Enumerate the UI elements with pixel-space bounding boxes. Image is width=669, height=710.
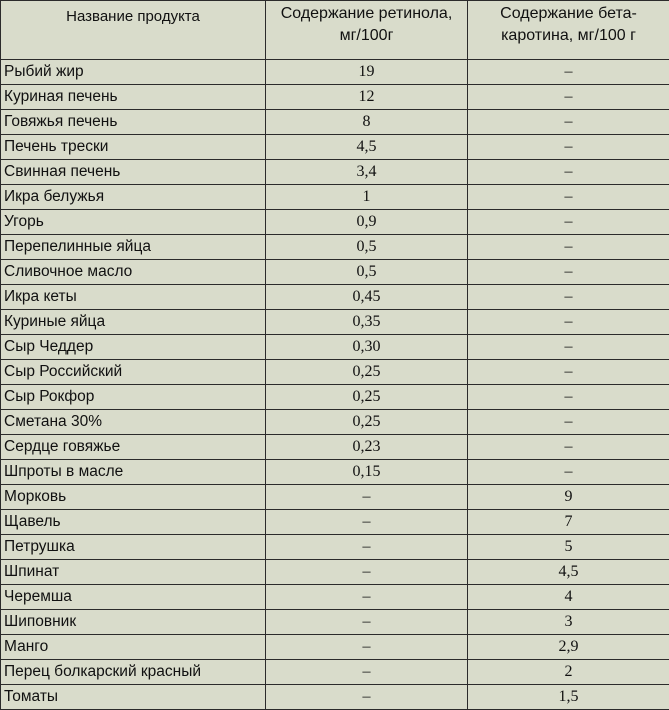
- retinol-value-text: 3,4: [357, 161, 377, 183]
- beta-carotene-value-cell: [468, 235, 669, 260]
- beta-carotene-value-text: –: [565, 461, 573, 483]
- product-name-text: Сыр Чеддер: [4, 338, 93, 355]
- beta-carotene-value-text: –: [565, 86, 573, 108]
- product-name-text: Перец болкарский красный: [4, 663, 201, 680]
- retinol-value-cell: [266, 185, 468, 210]
- retinol-value-text: –: [363, 611, 371, 633]
- retinol-value-text: 0,25: [353, 411, 381, 433]
- beta-carotene-value-cell: [468, 635, 669, 660]
- beta-carotene-value-cell: [468, 260, 669, 285]
- product-name-cell: [1, 535, 266, 560]
- table-row: [1, 510, 669, 535]
- beta-carotene-value-text: –: [565, 111, 573, 133]
- beta-carotene-value-text: –: [565, 436, 573, 458]
- table-header-row: [1, 1, 669, 60]
- beta-carotene-value-text: 3: [565, 611, 573, 633]
- product-name-cell: [1, 635, 266, 660]
- table-row: [1, 385, 669, 410]
- product-name-text: Сливочное масло: [4, 263, 132, 280]
- table-row: [1, 310, 669, 335]
- beta-carotene-value-text: –: [565, 411, 573, 433]
- retinol-value-cell: [266, 110, 468, 135]
- retinol-value-text: 0,45: [353, 286, 381, 308]
- table-row: [1, 260, 669, 285]
- beta-carotene-value-text: 4: [565, 586, 573, 608]
- beta-carotene-value-text: 4,5: [559, 561, 579, 583]
- retinol-value-cell: [266, 560, 468, 585]
- retinol-value-cell: [266, 285, 468, 310]
- beta-carotene-value-cell: [468, 560, 669, 585]
- retinol-value-text: 0,9: [357, 211, 377, 233]
- retinol-value-text: –: [363, 486, 371, 508]
- table-row: [1, 460, 669, 485]
- product-name-text: Рыбий жир: [4, 63, 84, 80]
- retinol-value-text: –: [363, 561, 371, 583]
- retinol-value-text: –: [363, 536, 371, 558]
- retinol-value-text: 0,35: [353, 311, 381, 333]
- table-row: [1, 660, 669, 685]
- product-name-cell: [1, 210, 266, 235]
- product-name-text: Сыр Российский: [4, 363, 122, 380]
- product-name-text: Щавель: [4, 513, 61, 530]
- header-product-name: [1, 1, 266, 60]
- beta-carotene-value-text: 2: [565, 661, 573, 683]
- table-row: [1, 685, 669, 710]
- table-row: [1, 435, 669, 460]
- product-name-cell: [1, 660, 266, 685]
- table-row: [1, 410, 669, 435]
- product-name-text: Печень трески: [4, 138, 108, 155]
- retinol-value-cell: [266, 535, 468, 560]
- beta-carotene-value-cell: [468, 585, 669, 610]
- table-row: [1, 635, 669, 660]
- product-name-cell: [1, 360, 266, 385]
- product-name-text: Куриные яйца: [4, 313, 105, 330]
- retinol-value-text: 0,5: [357, 236, 377, 258]
- beta-carotene-value-cell: [468, 110, 669, 135]
- product-name-cell: [1, 310, 266, 335]
- retinol-value-cell: [266, 335, 468, 360]
- retinol-value-text: –: [363, 636, 371, 658]
- table-row: [1, 285, 669, 310]
- product-name-cell: [1, 160, 266, 185]
- beta-carotene-value-cell: [468, 85, 669, 110]
- table-row: [1, 560, 669, 585]
- product-name-text: Петрушка: [4, 538, 75, 555]
- beta-carotene-value-text: –: [565, 236, 573, 258]
- product-name-cell: [1, 60, 266, 85]
- table-row: [1, 485, 669, 510]
- table-row: [1, 160, 669, 185]
- product-name-cell: [1, 435, 266, 460]
- header-beta-carotene: [468, 1, 669, 60]
- beta-carotene-value-text: –: [565, 361, 573, 383]
- product-name-text: Икра кеты: [4, 288, 77, 305]
- retinol-value-cell: [266, 485, 468, 510]
- table-row: [1, 85, 669, 110]
- beta-carotene-value-cell: [468, 685, 669, 710]
- product-name-text: Шпинат: [4, 563, 59, 580]
- retinol-value-text: 4,5: [357, 136, 377, 158]
- beta-carotene-value-text: 9: [565, 486, 573, 508]
- beta-carotene-value-text: –: [565, 186, 573, 208]
- product-name-cell: [1, 560, 266, 585]
- retinol-value-cell: [266, 685, 468, 710]
- beta-carotene-value-text: 2,9: [559, 636, 579, 658]
- beta-carotene-value-cell: [468, 535, 669, 560]
- product-name-text: Сметана 30%: [4, 413, 102, 430]
- header-retinol-line2: мг/100г: [266, 25, 467, 47]
- product-name-cell: [1, 110, 266, 135]
- beta-carotene-value-cell: [468, 135, 669, 160]
- header-beta-line1: Содержание бета-: [468, 3, 669, 25]
- beta-carotene-value-text: –: [565, 61, 573, 83]
- retinol-value-text: 1: [363, 186, 371, 208]
- beta-carotene-value-cell: [468, 335, 669, 360]
- beta-carotene-value-cell: [468, 460, 669, 485]
- beta-carotene-value-text: –: [565, 386, 573, 408]
- product-name-text: Куриная печень: [4, 88, 118, 105]
- retinol-value-cell: [266, 85, 468, 110]
- beta-carotene-value-cell: [468, 60, 669, 85]
- product-name-text: Угорь: [4, 213, 44, 230]
- table-row: [1, 360, 669, 385]
- product-name-cell: [1, 685, 266, 710]
- product-name-text: Томаты: [4, 688, 58, 705]
- table-row: [1, 60, 669, 85]
- product-name-cell: [1, 235, 266, 260]
- table-row: [1, 110, 669, 135]
- beta-carotene-value-text: 1,5: [559, 686, 579, 708]
- retinol-value-text: –: [363, 586, 371, 608]
- table-row: [1, 335, 669, 360]
- retinol-value-text: 8: [363, 111, 371, 133]
- beta-carotene-value-cell: [468, 185, 669, 210]
- beta-carotene-value-text: 7: [565, 511, 573, 533]
- retinol-value-text: 0,5: [357, 261, 377, 283]
- product-name-text: Говяжья печень: [4, 113, 117, 130]
- retinol-value-cell: [266, 310, 468, 335]
- retinol-value-text: 12: [359, 86, 375, 108]
- beta-carotene-value-cell: [468, 285, 669, 310]
- retinol-value-cell: [266, 360, 468, 385]
- retinol-value-cell: [266, 435, 468, 460]
- header-product-name-label: Название продукта: [66, 8, 200, 25]
- product-name-text: Морковь: [4, 488, 66, 505]
- retinol-value-cell: [266, 610, 468, 635]
- product-name-cell: [1, 335, 266, 360]
- product-name-text: Шпроты в масле: [4, 463, 123, 480]
- product-name-text: Икра белужья: [4, 188, 104, 205]
- product-name-cell: [1, 285, 266, 310]
- beta-carotene-value-text: –: [565, 311, 573, 333]
- product-name-cell: [1, 510, 266, 535]
- beta-carotene-value-text: 5: [565, 536, 573, 558]
- retinol-value-cell: [266, 585, 468, 610]
- beta-carotene-value-text: –: [565, 136, 573, 158]
- retinol-value-cell: [266, 235, 468, 260]
- beta-carotene-value-cell: [468, 385, 669, 410]
- product-name-cell: [1, 260, 266, 285]
- beta-carotene-value-text: –: [565, 211, 573, 233]
- beta-carotene-value-cell: [468, 435, 669, 460]
- table-row: [1, 585, 669, 610]
- product-name-cell: [1, 85, 266, 110]
- beta-carotene-value-text: –: [565, 161, 573, 183]
- retinol-value-text: 0,23: [353, 436, 381, 458]
- table-row: [1, 210, 669, 235]
- product-name-text: Свинная печень: [4, 163, 120, 180]
- product-name-text: Сыр Рокфор: [4, 388, 94, 405]
- retinol-value-cell: [266, 160, 468, 185]
- beta-carotene-value-cell: [468, 485, 669, 510]
- retinol-value-cell: [266, 210, 468, 235]
- product-name-cell: [1, 410, 266, 435]
- retinol-value-text: –: [363, 686, 371, 708]
- beta-carotene-value-text: –: [565, 286, 573, 308]
- beta-carotene-value-cell: [468, 610, 669, 635]
- retinol-value-cell: [266, 460, 468, 485]
- product-name-text: Шиповник: [4, 613, 76, 630]
- product-name-text: Черемша: [4, 588, 72, 605]
- retinol-value-cell: [266, 385, 468, 410]
- retinol-value-cell: [266, 60, 468, 85]
- beta-carotene-value-cell: [468, 310, 669, 335]
- retinol-value-text: 0,30: [353, 336, 381, 358]
- retinol-value-cell: [266, 510, 468, 535]
- product-name-cell: [1, 585, 266, 610]
- product-name-text: Манго: [4, 638, 48, 655]
- retinol-value-text: 0,25: [353, 361, 381, 383]
- header-retinol: [266, 1, 468, 60]
- table-row: [1, 535, 669, 560]
- beta-carotene-value-cell: [468, 510, 669, 535]
- table-row: [1, 185, 669, 210]
- product-name-cell: [1, 185, 266, 210]
- retinol-value-cell: [266, 260, 468, 285]
- header-beta-line2: каротина, мг/100 г: [468, 25, 669, 47]
- table-row: [1, 610, 669, 635]
- retinol-value-text: –: [363, 511, 371, 533]
- retinol-value-cell: [266, 660, 468, 685]
- product-name-cell: [1, 460, 266, 485]
- table-row: [1, 135, 669, 160]
- beta-carotene-value-cell: [468, 660, 669, 685]
- product-name-text: Перепелинные яйца: [4, 238, 151, 255]
- beta-carotene-value-cell: [468, 410, 669, 435]
- beta-carotene-value-cell: [468, 210, 669, 235]
- product-name-cell: [1, 610, 266, 635]
- product-name-text: Сердце говяжье: [4, 438, 120, 455]
- retinol-value-cell: [266, 410, 468, 435]
- retinol-value-text: –: [363, 661, 371, 683]
- retinol-value-text: 19: [359, 61, 375, 83]
- table-body: [1, 60, 669, 710]
- product-name-cell: [1, 485, 266, 510]
- retinol-value-cell: [266, 635, 468, 660]
- retinol-value-cell: [266, 135, 468, 160]
- retinol-value-text: 0,25: [353, 386, 381, 408]
- product-name-cell: [1, 135, 266, 160]
- beta-carotene-value-cell: [468, 160, 669, 185]
- product-name-cell: [1, 385, 266, 410]
- beta-carotene-value-cell: [468, 360, 669, 385]
- beta-carotene-value-text: –: [565, 336, 573, 358]
- retinol-value-text: 0,15: [353, 461, 381, 483]
- table-row: [1, 235, 669, 260]
- header-retinol-line1: Содержание ретинола,: [266, 3, 467, 25]
- beta-carotene-value-text: –: [565, 261, 573, 283]
